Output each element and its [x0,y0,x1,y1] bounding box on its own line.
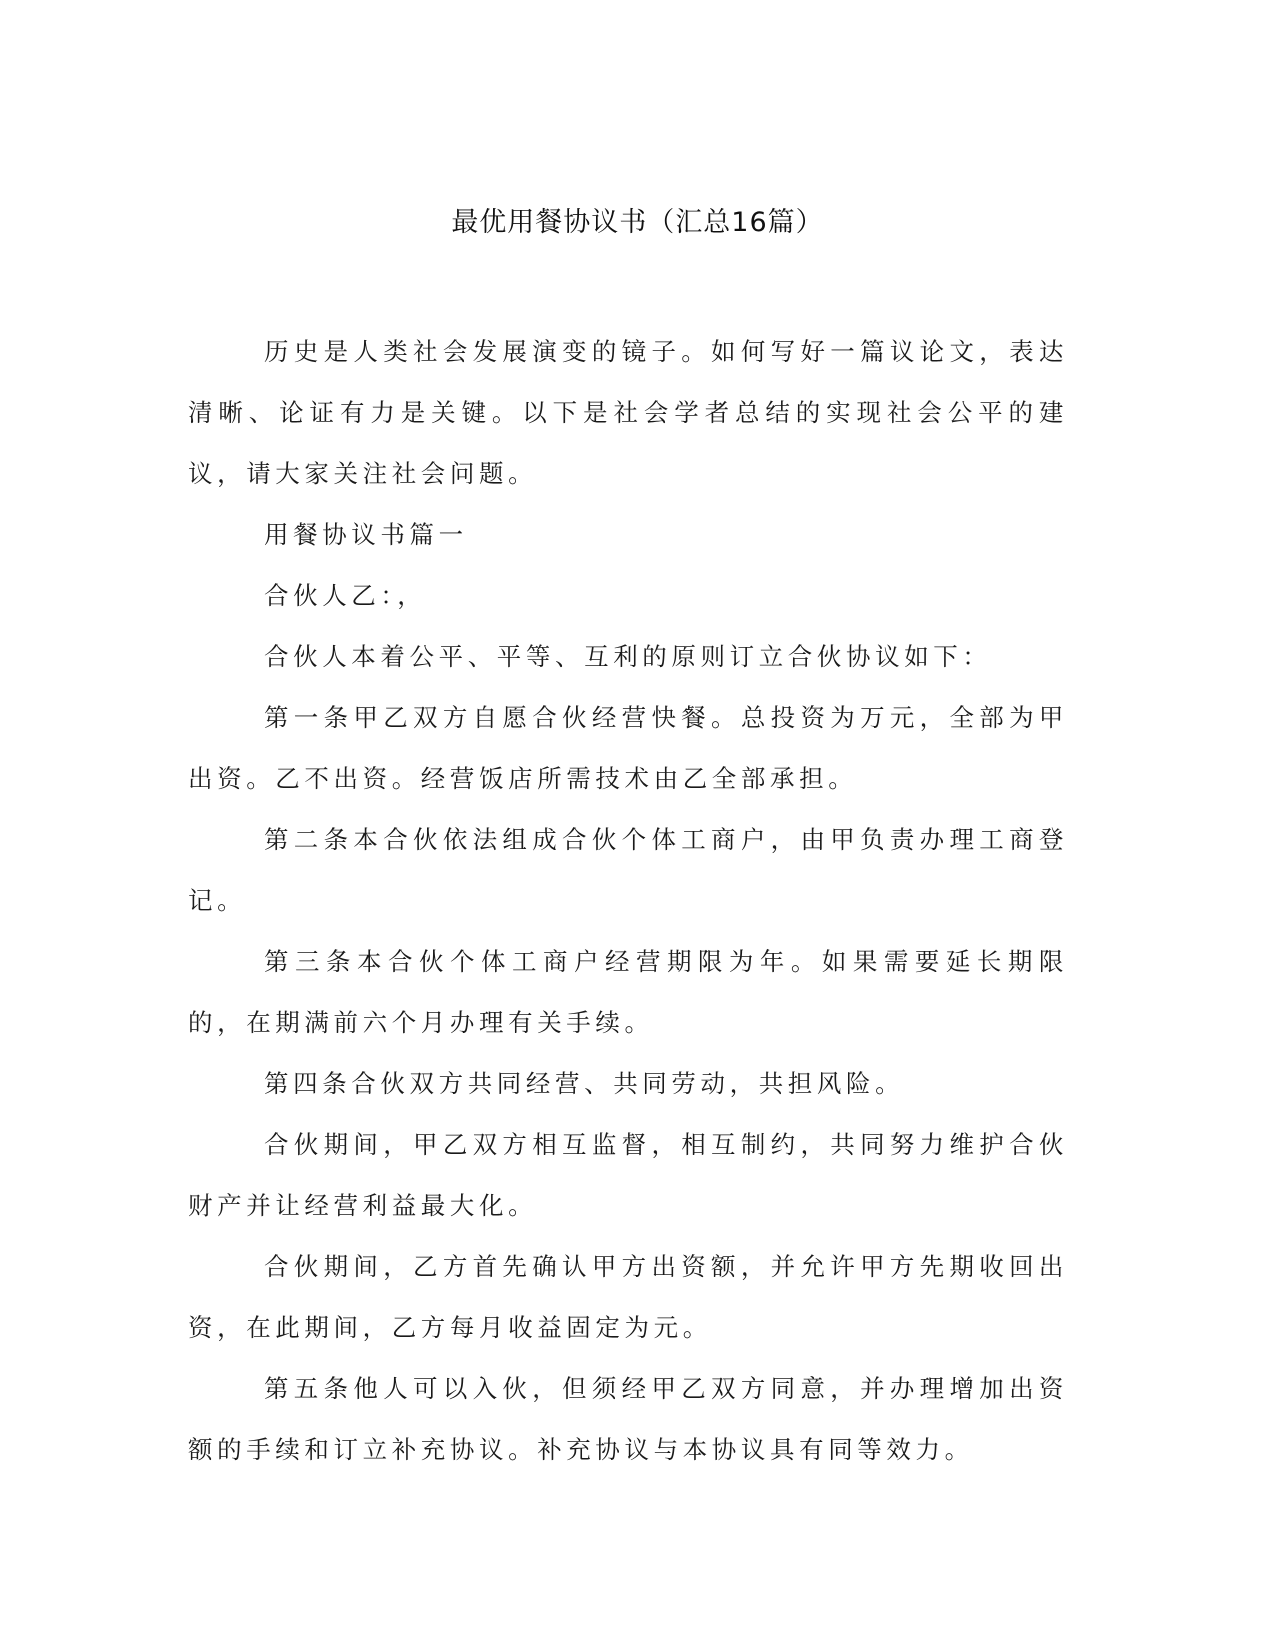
paragraph: 第五条他人可以入伙，但须经甲乙双方同意，并办理增加出资额的手续和订立补充协议。补充协议与本协议具有同等效力。 [188,1374,1068,1464]
paragraph: 第二条本合伙依法组成合伙个体工商户，由甲负责办理工商登记。 [188,825,1068,915]
paragraph: 第四条合伙双方共同经营、共同劳动，共担风险。 [264,1069,905,1098]
document-body [188,321,1068,1480]
paragraph-intro: 历史是人类社会发展演变的镜子。如何写好一篇议论文，表达清晰、论证有力是关键。以下是社会学者总结的实现社会公平的建议，请大家关注社会问题。 [188,337,1068,488]
paragraph: 合伙期间，甲乙双方相互监督，相互制约，共同努力维护合伙财产并让经营利益最大化。 [188,1130,1068,1220]
section-heading: 用餐协议书篇一 [264,520,468,549]
document-title: 最优用餐协议书（汇总16篇） [451,207,824,238]
paragraph: 合伙人本着公平、平等、互利的原则订立合伙协议如下： [264,642,992,671]
paragraph: 合伙期间，乙方首先确认甲方出资额，并允许甲方先期收回出资，在此期间，乙方每月收益固定为元。 [188,1252,1068,1342]
paragraph: 合伙人乙：， [264,581,427,610]
paragraph: 第三条本合伙个体工商户经营期限为年。如果需要延长期限的，在期满前六个月办理有关手续。 [188,947,1068,1037]
paragraph: 第一条甲乙双方自愿合伙经营快餐。总投资为万元，全部为甲出资。乙不出资。经营饭店所需技术由乙全部承担。 [188,703,1068,793]
